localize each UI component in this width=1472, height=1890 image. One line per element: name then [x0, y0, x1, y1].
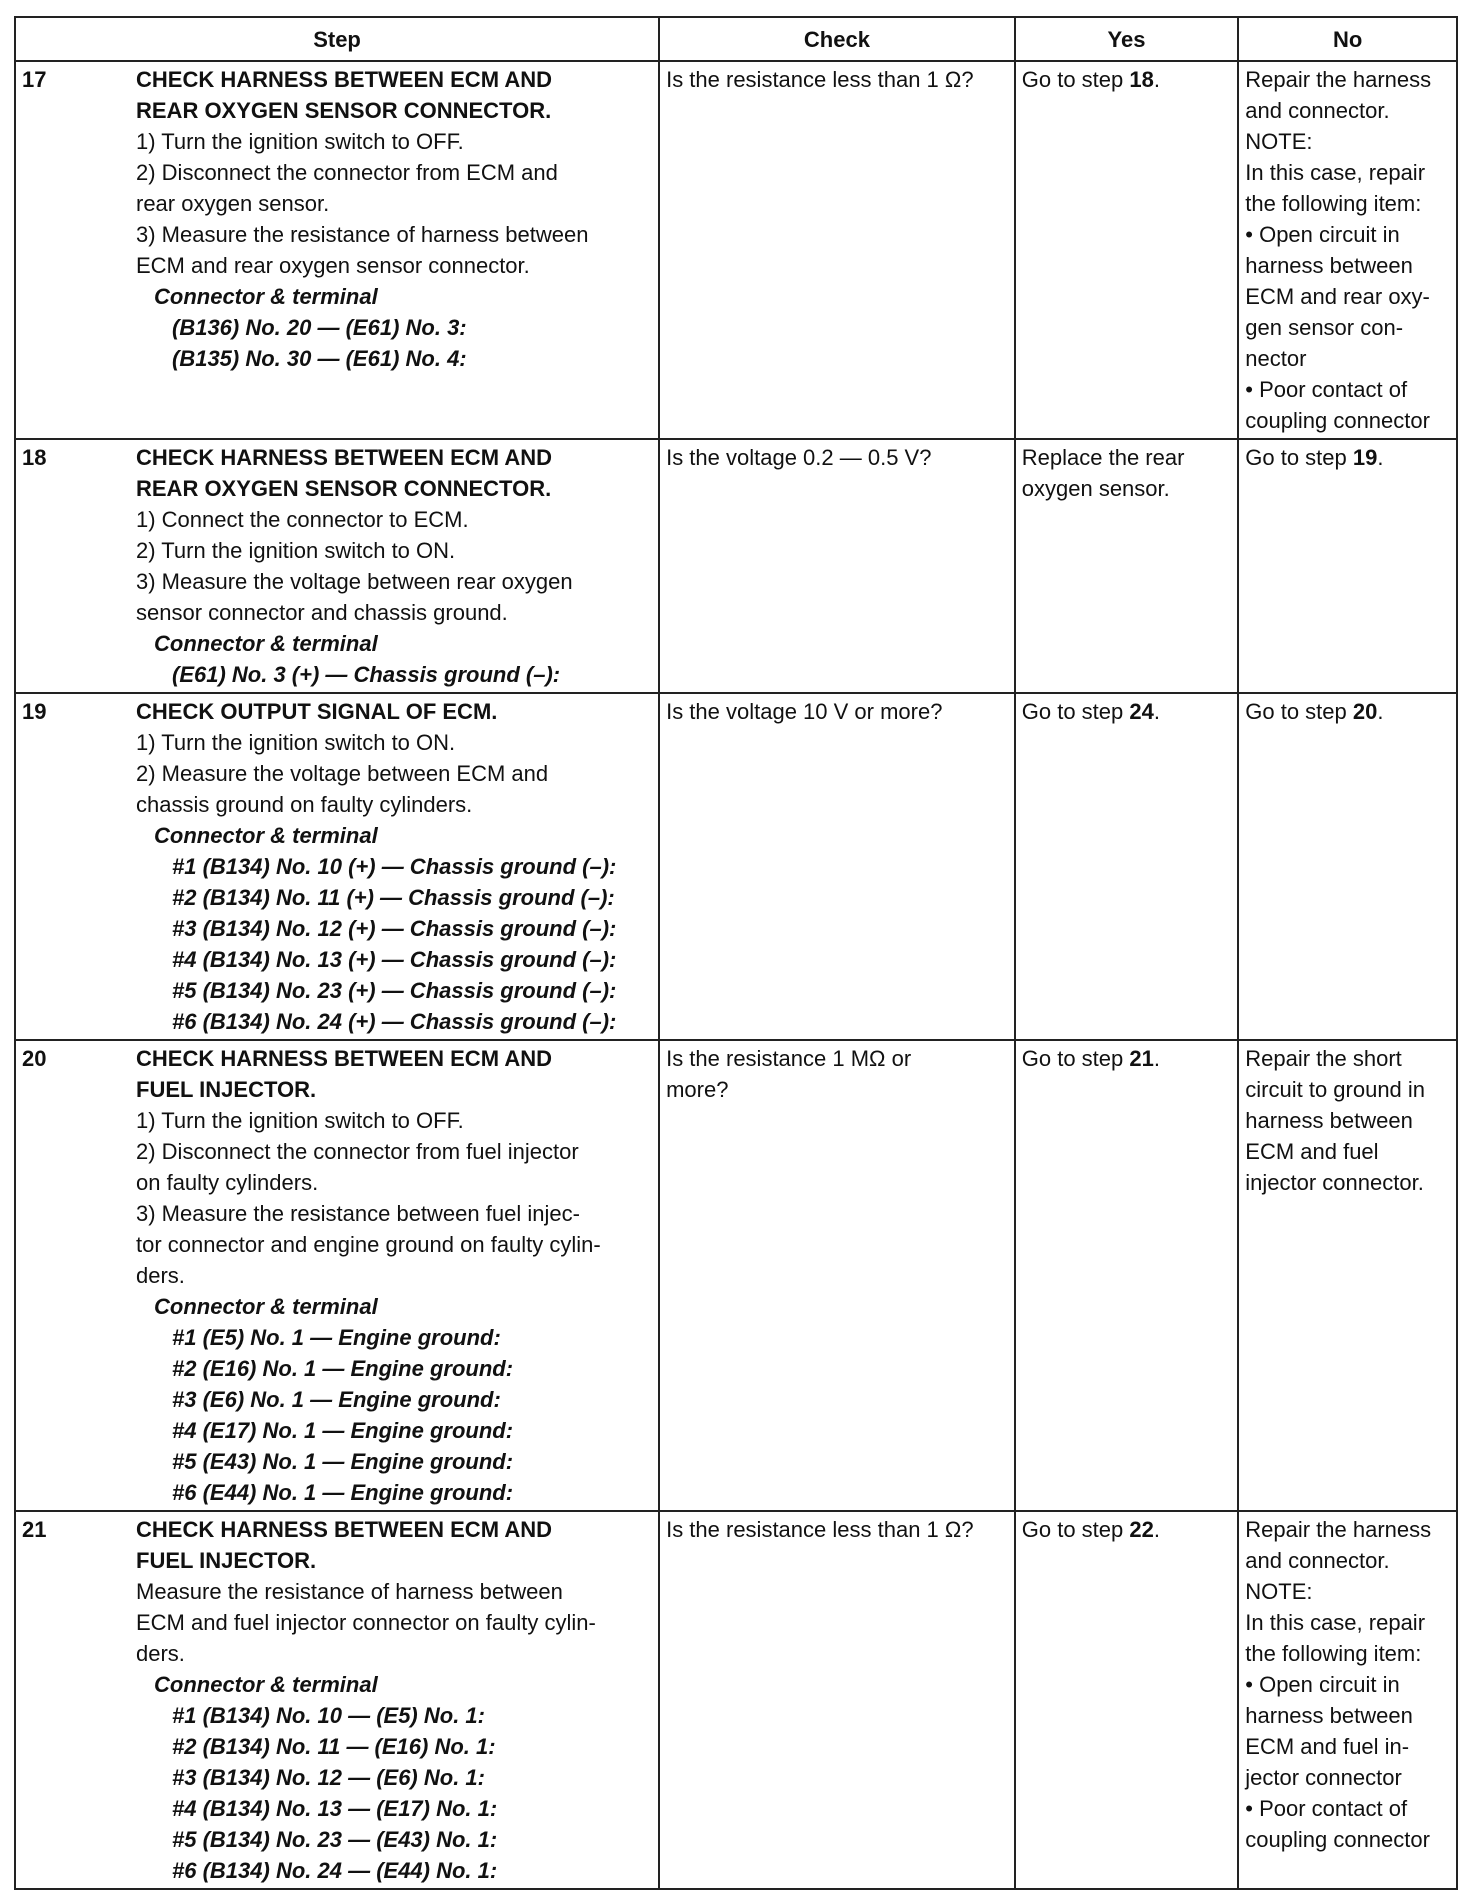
- step-title-line: CHECK HARNESS BETWEEN ECM AND: [136, 1046, 552, 1071]
- no-text-line: and connector.: [1245, 98, 1390, 123]
- step-title-line: REAR OXYGEN SENSOR CONNECTOR.: [136, 98, 552, 123]
- step-cell: [15, 1511, 659, 1889]
- header-check: Check: [659, 17, 1015, 61]
- no-text-line: circuit to ground in: [1245, 1077, 1426, 1102]
- connector-terminal-spec: #5 (B134) No. 23 — (E43) No. 1:: [172, 1827, 498, 1852]
- no-cell: [1238, 1511, 1457, 1889]
- header-no: No: [1238, 17, 1457, 61]
- step-cell: [15, 1040, 659, 1511]
- step-cell: [15, 439, 659, 693]
- check-cell: Is the voltage 0.2 — 0.5 V?: [659, 439, 1015, 693]
- check-cell: Is the voltage 10 V or more?: [659, 693, 1015, 1040]
- connector-terminal-spec: #6 (B134) No. 24 (+) — Chassis ground (–):: [172, 1009, 617, 1034]
- step-number: 20: [22, 1046, 47, 1071]
- table-row: [15, 1040, 1457, 1511]
- no-text-line: ECM and rear oxy-: [1245, 284, 1430, 309]
- no-text: Go to step: [1245, 445, 1353, 470]
- step-instruction: sensor connector and chassis ground.: [136, 600, 508, 625]
- step-instruction: ders.: [136, 1641, 185, 1666]
- connector-terminal-spec: (E61) No. 3 (+) — Chassis ground (–):: [172, 662, 561, 687]
- no-text-line: the following item:: [1245, 191, 1422, 216]
- table-row: [15, 61, 1457, 439]
- yes-cell: [1015, 439, 1239, 693]
- check-cell: Is the resistance less than 1 Ω?: [659, 1511, 1015, 1889]
- yes-text-line: oxygen sensor.: [1021, 476, 1170, 501]
- no-text-line: injector connector.: [1245, 1170, 1424, 1195]
- no-text-line: harness between: [1245, 253, 1413, 278]
- check-text-line: more?: [666, 1077, 729, 1102]
- yes-punct: .: [1153, 67, 1160, 92]
- step-instruction: 1) Turn the ignition switch to ON.: [136, 730, 456, 755]
- no-text-line: • Open circuit in: [1245, 1672, 1400, 1697]
- connector-terminal-spec: #4 (B134) No. 13 — (E17) No. 1:: [172, 1796, 498, 1821]
- no-text-line: the following item:: [1245, 1641, 1422, 1666]
- step-instruction: 3) Measure the voltage between rear oxygen: [136, 569, 573, 594]
- step-title-line: CHECK OUTPUT SIGNAL OF ECM.: [136, 699, 498, 724]
- connector-terminal-spec: #3 (E6) No. 1 — Engine ground:: [172, 1387, 501, 1412]
- step-title-line: CHECK HARNESS BETWEEN ECM AND: [136, 1517, 552, 1542]
- no-text-line: ECM and fuel: [1245, 1139, 1379, 1164]
- check-text-line: Is the resistance 1 MΩ or: [666, 1046, 912, 1071]
- connector-terminal-label: Connector & terminal: [154, 1672, 378, 1697]
- table-row: [15, 439, 1457, 693]
- step-instruction: 3) Measure the resistance of harness between: [136, 222, 589, 247]
- connector-terminal-label: Connector & terminal: [154, 1294, 378, 1319]
- no-text-line: In this case, repair: [1245, 1610, 1426, 1635]
- no-text-line: Repair the harness: [1245, 67, 1432, 92]
- no-cell: [1238, 61, 1457, 439]
- step-instruction: rear oxygen sensor.: [136, 191, 330, 216]
- no-text-line: Repair the short: [1245, 1046, 1402, 1071]
- connector-terminal-label: Connector & terminal: [154, 823, 378, 848]
- step-number: 21: [22, 1517, 47, 1542]
- no-step-ref: 20: [1352, 699, 1378, 724]
- yes-cell: [1015, 693, 1239, 1040]
- connector-terminal-spec: #3 (B134) No. 12 — (E6) No. 1:: [172, 1765, 485, 1790]
- no-cell: [1238, 1040, 1457, 1511]
- yes-text-line: Replace the rear: [1021, 445, 1185, 470]
- table-row: [15, 693, 1457, 1040]
- no-text-line: • Poor contact of: [1245, 377, 1408, 402]
- connector-terminal-spec: (B135) No. 30 — (E61) No. 4:: [172, 346, 467, 371]
- no-punct: .: [1377, 445, 1384, 470]
- connector-terminal-spec: #5 (B134) No. 23 (+) — Chassis ground (–):: [172, 978, 617, 1003]
- connector-terminal-spec: (B136) No. 20 — (E61) No. 3:: [172, 315, 467, 340]
- yes-cell: [1015, 1511, 1239, 1889]
- yes-text: Go to step: [1021, 67, 1130, 92]
- connector-terminal-label: Connector & terminal: [154, 284, 378, 309]
- step-instruction: 1) Turn the ignition switch to OFF.: [136, 129, 464, 154]
- no-text-line: coupling connector: [1245, 1827, 1430, 1852]
- step-instruction: 1) Connect the connector to ECM.: [136, 507, 469, 532]
- no-text-line: coupling connector: [1245, 408, 1430, 433]
- no-text-line: ECM and fuel in-: [1245, 1734, 1410, 1759]
- no-text-line: NOTE:: [1245, 129, 1313, 154]
- yes-cell: [1015, 1040, 1239, 1511]
- yes-step-ref: 22: [1129, 1517, 1154, 1542]
- no-text-line: • Open circuit in: [1245, 222, 1400, 247]
- step-instruction: 2) Disconnect the connector from fuel injector: [136, 1139, 579, 1164]
- no-cell: [1238, 693, 1457, 1040]
- step-number: 17: [22, 67, 47, 92]
- header-row: [15, 17, 1457, 61]
- connector-terminal-spec: #3 (B134) No. 12 (+) — Chassis ground (–):: [172, 916, 617, 941]
- no-text-line: • Poor contact of: [1245, 1796, 1408, 1821]
- no-text-line: harness between: [1245, 1108, 1413, 1133]
- step-instruction: 2) Disconnect the connector from ECM and: [136, 160, 558, 185]
- step-title-line: FUEL INJECTOR.: [136, 1077, 317, 1102]
- step-title-line: REAR OXYGEN SENSOR CONNECTOR.: [136, 476, 552, 501]
- yes-punct: .: [1153, 1517, 1160, 1542]
- step-instruction: ECM and rear oxygen sensor connector.: [136, 253, 530, 278]
- diagnostic-table: [14, 16, 1458, 1890]
- step-instruction: 3) Measure the resistance between fuel injec-: [136, 1201, 580, 1226]
- connector-terminal-spec: #5 (E43) No. 1 — Engine ground:: [172, 1449, 514, 1474]
- check-cell: [659, 1040, 1015, 1511]
- connector-terminal-spec: #2 (B134) No. 11 (+) — Chassis ground (–):: [172, 885, 615, 910]
- connector-terminal-spec: #1 (B134) No. 10 — (E5) No. 1:: [172, 1703, 485, 1728]
- step-instruction: ECM and fuel injector connector on faulty cylin-: [136, 1610, 596, 1635]
- connector-terminal-spec: #4 (B134) No. 13 (+) — Chassis ground (–):: [172, 947, 617, 972]
- yes-step-ref: 24: [1129, 699, 1154, 724]
- step-instruction: Measure the resistance of harness between: [136, 1579, 563, 1604]
- no-text-line: gen sensor con-: [1245, 315, 1404, 340]
- header-step: Step: [15, 17, 659, 61]
- step-number: 19: [22, 699, 47, 724]
- step-title-line: CHECK HARNESS BETWEEN ECM AND: [136, 67, 552, 92]
- connector-terminal-label: Connector & terminal: [154, 631, 378, 656]
- yes-step-ref: 18: [1129, 67, 1154, 92]
- connector-terminal-spec: #2 (B134) No. 11 — (E16) No. 1:: [172, 1734, 496, 1759]
- no-text-line: and connector.: [1245, 1548, 1390, 1573]
- step-instruction: 2) Measure the voltage between ECM and: [136, 761, 549, 786]
- no-text-line: Repair the harness: [1245, 1517, 1432, 1542]
- yes-text: Go to step: [1021, 699, 1130, 724]
- yes-punct: .: [1153, 699, 1160, 724]
- no-punct: .: [1377, 699, 1384, 724]
- no-text-line: In this case, repair: [1245, 160, 1426, 185]
- no-text-line: nector: [1245, 346, 1307, 371]
- connector-terminal-spec: #1 (B134) No. 10 (+) — Chassis ground (–):: [172, 854, 617, 879]
- step-instruction: 1) Turn the ignition switch to OFF.: [136, 1108, 464, 1133]
- step-instruction: ders.: [136, 1263, 185, 1288]
- no-text-line: jector connector: [1245, 1765, 1402, 1790]
- yes-cell: [1015, 61, 1239, 439]
- yes-text: Go to step: [1021, 1517, 1130, 1542]
- table-row: [15, 1511, 1457, 1889]
- step-title-line: CHECK HARNESS BETWEEN ECM AND: [136, 445, 552, 470]
- step-number: 18: [22, 445, 47, 470]
- step-instruction: on faulty cylinders.: [136, 1170, 319, 1195]
- connector-terminal-spec: #6 (E44) No. 1 — Engine ground:: [172, 1480, 514, 1505]
- step-title-line: FUEL INJECTOR.: [136, 1548, 317, 1573]
- header-yes: Yes: [1015, 17, 1239, 61]
- step-cell: [15, 693, 659, 1040]
- check-cell: Is the resistance less than 1 Ω?: [659, 61, 1015, 439]
- no-text-line: NOTE:: [1245, 1579, 1313, 1604]
- no-text: Go to step: [1245, 699, 1353, 724]
- connector-terminal-spec: #4 (E17) No. 1 — Engine ground:: [172, 1418, 514, 1443]
- no-text-line: harness between: [1245, 1703, 1413, 1728]
- connector-terminal-spec: #1 (E5) No. 1 — Engine ground:: [172, 1325, 501, 1350]
- yes-punct: .: [1153, 1046, 1160, 1071]
- step-cell: [15, 61, 659, 439]
- step-instruction: chassis ground on faulty cylinders.: [136, 792, 473, 817]
- connector-terminal-spec: #2 (E16) No. 1 — Engine ground:: [172, 1356, 514, 1381]
- no-step-ref: 19: [1352, 445, 1378, 470]
- step-instruction: tor connector and engine ground on faulty cylin-: [136, 1232, 601, 1257]
- yes-step-ref: 21: [1129, 1046, 1154, 1071]
- yes-text: Go to step: [1021, 1046, 1130, 1071]
- connector-terminal-spec: #6 (B134) No. 24 — (E44) No. 1:: [172, 1858, 498, 1883]
- step-instruction: 2) Turn the ignition switch to ON.: [136, 538, 456, 563]
- no-cell: [1238, 439, 1457, 693]
